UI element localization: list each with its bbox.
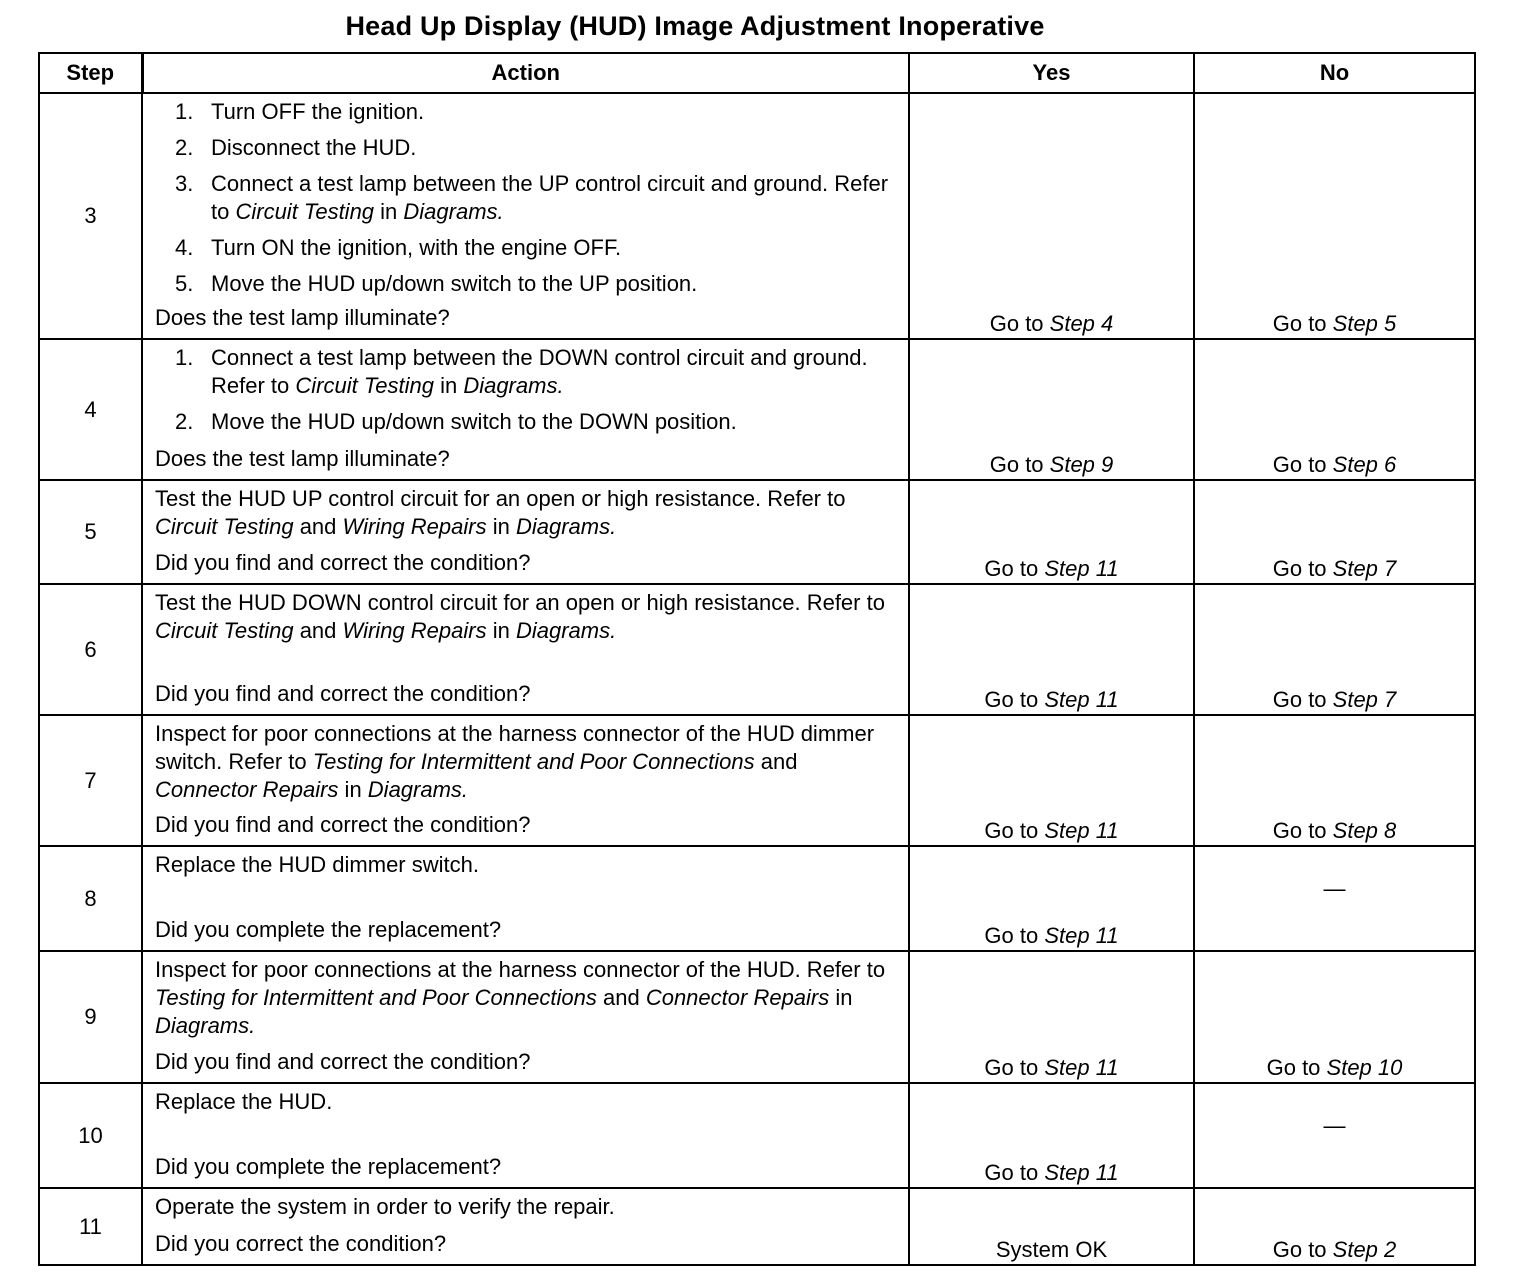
yes-cell	[909, 951, 1194, 1083]
text-segment: in	[829, 985, 853, 1010]
no-cell	[1194, 339, 1475, 480]
table-row	[39, 951, 1475, 1083]
yes-outcome-prefix: Go to	[989, 311, 1050, 336]
action-cell	[142, 584, 909, 715]
no-step-ref: Step 6	[1332, 452, 1397, 477]
action-question: Did you find and correct the condition?	[155, 681, 531, 706]
no-cell	[1194, 1188, 1475, 1265]
table-row	[39, 846, 1475, 951]
no-cell	[1194, 93, 1475, 339]
yes-outcome	[996, 1237, 1107, 1262]
no-outcome-prefix: Go to	[1266, 1055, 1327, 1080]
no-outcome	[1195, 875, 1474, 903]
action-step	[155, 134, 898, 162]
yes-cell	[909, 1083, 1194, 1188]
no-outcome	[1273, 452, 1397, 477]
no-outcome-prefix: Go to	[1272, 311, 1333, 336]
yes-outcome-prefix: Go to	[984, 923, 1045, 948]
header-no: No	[1194, 53, 1475, 93]
action-steps-list	[155, 344, 898, 442]
no-step-ref: Step 5	[1332, 311, 1397, 336]
yes-outcome-prefix: Go to	[984, 687, 1045, 712]
reference-text: Wiring Repairs	[342, 618, 487, 643]
step-number: 4	[39, 339, 142, 480]
yes-step-ref: Step 11	[1044, 1055, 1119, 1080]
text-segment: Inspect for poor connections at the harness connector of the HUD dimmer switch. Refer to	[155, 721, 875, 774]
no-cell	[1194, 846, 1475, 951]
text-segment: Turn OFF the ignition.	[211, 99, 425, 124]
yes-cell	[909, 584, 1194, 715]
text-segment: and	[754, 749, 798, 774]
action-step	[155, 98, 898, 126]
header-row	[39, 53, 1475, 93]
text-segment: in	[338, 777, 368, 802]
text-segment: Replace the HUD.	[155, 1089, 333, 1114]
action-step	[155, 344, 898, 400]
table-row	[39, 1188, 1475, 1265]
reference-text: Diagrams.	[155, 1013, 256, 1038]
reference-text: Circuit Testing	[235, 199, 375, 224]
action-cell	[142, 1188, 909, 1265]
yes-step-ref: Step 11	[1044, 923, 1119, 948]
action-paragraph	[155, 956, 898, 1040]
reference-text: Connector Repairs	[155, 777, 339, 802]
yes-step-ref: Step 9	[1049, 452, 1114, 477]
action-step	[155, 170, 898, 226]
reference-text: Diagrams.	[463, 373, 564, 398]
yes-step-ref: Step 4	[1049, 311, 1114, 336]
reference-text: Testing for Intermittent and Poor Connections	[155, 985, 597, 1010]
yes-outcome	[990, 452, 1114, 477]
action-question: Did you find and correct the condition?	[155, 812, 531, 837]
action-question: Does the test lamp illuminate?	[155, 446, 450, 471]
step-number: 8	[39, 846, 142, 951]
action-step-number: 2.	[175, 135, 194, 160]
no-outcome	[1273, 818, 1397, 843]
page-title: Head Up Display (HUD) Image Adjustment Inoperative	[345, 11, 1045, 41]
yes-outcome-prefix: Go to	[984, 1160, 1045, 1185]
no-outcome-prefix: Go to	[1272, 818, 1333, 843]
yes-outcome-prefix: Go to	[989, 452, 1050, 477]
text-segment: Operate the system in order to verify the repair.	[155, 1194, 615, 1219]
action-steps-list	[155, 98, 898, 304]
text-segment: and	[596, 985, 646, 1010]
yes-outcome-prefix: Go to	[984, 556, 1045, 581]
no-outcome-text: —	[1323, 1112, 1346, 1138]
yes-cell	[909, 480, 1194, 584]
no-cell	[1194, 1083, 1475, 1188]
action-step-number: 3.	[175, 171, 194, 196]
action-cell	[142, 715, 909, 846]
reference-text: Circuit Testing	[155, 514, 294, 539]
action-paragraph	[155, 1088, 898, 1116]
yes-outcome	[984, 687, 1118, 712]
step-number: 6	[39, 584, 142, 715]
yes-outcome	[984, 923, 1118, 948]
reference-text: Wiring Repairs	[342, 514, 487, 539]
no-outcome-prefix: Go to	[1272, 556, 1333, 581]
text-segment: in	[374, 199, 404, 224]
reference-text: Testing for Intermittent and Poor Connections	[312, 749, 755, 774]
text-segment: Inspect for poor connections at the harness connector of the HUD. Refer to	[155, 957, 886, 982]
no-cell	[1194, 951, 1475, 1083]
action-step-number: 5.	[175, 271, 194, 296]
action-step	[155, 234, 898, 262]
no-cell	[1194, 715, 1475, 846]
action-step-number: 4.	[175, 235, 194, 260]
yes-cell	[909, 846, 1194, 951]
action-question: Did you find and correct the condition?	[155, 1049, 531, 1074]
yes-outcome-prefix: Go to	[984, 1055, 1045, 1080]
text-segment: Replace the HUD dimmer switch.	[155, 852, 479, 877]
text-segment: Test the HUD UP control circuit for an open or high resistance. Refer to	[155, 486, 846, 511]
reference-text: Diagrams.	[367, 777, 469, 802]
text-segment: in	[486, 514, 516, 539]
action-paragraph	[155, 485, 898, 541]
text-segment: Connect a test lamp between the UP control circuit and ground. Refer to	[211, 171, 889, 224]
reference-text: Diagrams.	[515, 514, 617, 539]
yes-cell	[909, 93, 1194, 339]
header-yes: Yes	[909, 53, 1194, 93]
yes-outcome	[990, 311, 1114, 336]
yes-step-ref: Step 11	[1044, 687, 1119, 712]
yes-step-ref: Step 11	[1044, 818, 1119, 843]
no-outcome	[1195, 1112, 1474, 1140]
step-number: 9	[39, 951, 142, 1083]
yes-outcome	[984, 1055, 1118, 1080]
reference-text: Circuit Testing	[155, 618, 294, 643]
reference-text: Diagrams.	[515, 618, 617, 643]
yes-step-ref: Step 11	[1044, 1160, 1119, 1185]
yes-cell	[909, 1188, 1194, 1265]
header-action: Action	[142, 53, 909, 93]
action-question: Did you complete the replacement?	[155, 1154, 502, 1179]
text-segment: and	[293, 514, 343, 539]
no-outcome	[1273, 311, 1397, 336]
no-step-ref: Step 8	[1332, 818, 1397, 843]
action-step	[155, 408, 898, 436]
yes-outcome	[984, 1160, 1118, 1185]
action-question: Did you correct the condition?	[155, 1231, 447, 1256]
step-number: 7	[39, 715, 142, 846]
step-number: 11	[39, 1188, 142, 1265]
table-row	[39, 584, 1475, 715]
reference-text: Circuit Testing	[295, 373, 434, 398]
action-step-number: 1.	[175, 99, 194, 124]
yes-outcome-text: System OK	[995, 1237, 1108, 1262]
step-number: 3	[39, 93, 142, 339]
action-cell	[142, 480, 909, 584]
no-outcome	[1273, 1237, 1397, 1262]
action-paragraph	[155, 720, 898, 804]
diagnostic-table	[38, 52, 1476, 1266]
action-cell	[142, 93, 909, 339]
yes-step-ref: Step 11	[1044, 556, 1119, 581]
action-cell	[142, 951, 909, 1083]
table-row	[39, 1083, 1475, 1188]
no-cell	[1194, 584, 1475, 715]
action-question: Does the test lamp illuminate?	[155, 305, 450, 330]
no-step-ref: Step 7	[1332, 687, 1397, 712]
no-outcome	[1267, 1055, 1403, 1080]
action-cell	[142, 339, 909, 480]
action-step-number: 1.	[175, 345, 194, 370]
no-outcome	[1273, 556, 1397, 581]
action-paragraph	[155, 1193, 898, 1221]
yes-cell	[909, 715, 1194, 846]
reference-text: Connector Repairs	[645, 985, 830, 1010]
text-segment: Turn ON the ignition, with the engine OFF.	[211, 235, 622, 260]
no-outcome-prefix: Go to	[1272, 1237, 1333, 1262]
table-row	[39, 480, 1475, 584]
text-segment: Move the HUD up/down switch to the UP position.	[211, 271, 698, 296]
action-paragraph	[155, 589, 898, 645]
action-cell	[142, 846, 909, 951]
action-step-number: 2.	[175, 409, 194, 434]
action-question: Did you complete the replacement?	[155, 917, 502, 942]
yes-outcome	[984, 818, 1118, 843]
no-step-ref: Step 10	[1326, 1055, 1403, 1080]
no-outcome-prefix: Go to	[1272, 452, 1333, 477]
text-segment: Disconnect the HUD.	[211, 135, 417, 160]
no-cell	[1194, 480, 1475, 584]
text-segment: Move the HUD up/down switch to the DOWN position.	[211, 409, 737, 434]
text-segment: and	[293, 618, 343, 643]
no-outcome	[1273, 687, 1397, 712]
header-step: Step	[39, 53, 142, 93]
action-cell	[142, 1083, 909, 1188]
step-number: 10	[39, 1083, 142, 1188]
action-step	[155, 270, 898, 298]
text-segment: Test the HUD DOWN control circuit for an open or high resistance. Refer to	[155, 590, 885, 615]
no-outcome-prefix: Go to	[1272, 687, 1333, 712]
text-segment: in	[433, 373, 464, 398]
no-step-ref: Step 7	[1332, 556, 1397, 581]
table-row	[39, 339, 1475, 480]
yes-outcome-prefix: Go to	[984, 818, 1045, 843]
text-segment: Connect a test lamp between the DOWN control circuit and ground. Refer to	[211, 345, 868, 398]
reference-text: Diagrams.	[403, 199, 504, 224]
text-segment: in	[486, 618, 516, 643]
action-paragraph	[155, 851, 898, 879]
no-step-ref: Step 2	[1332, 1237, 1397, 1262]
yes-cell	[909, 339, 1194, 480]
no-outcome-text: —	[1323, 875, 1346, 901]
action-question: Did you find and correct the condition?	[155, 550, 531, 575]
step-number: 5	[39, 480, 142, 584]
yes-outcome	[984, 556, 1118, 581]
table-row	[39, 93, 1475, 339]
table-row	[39, 715, 1475, 846]
